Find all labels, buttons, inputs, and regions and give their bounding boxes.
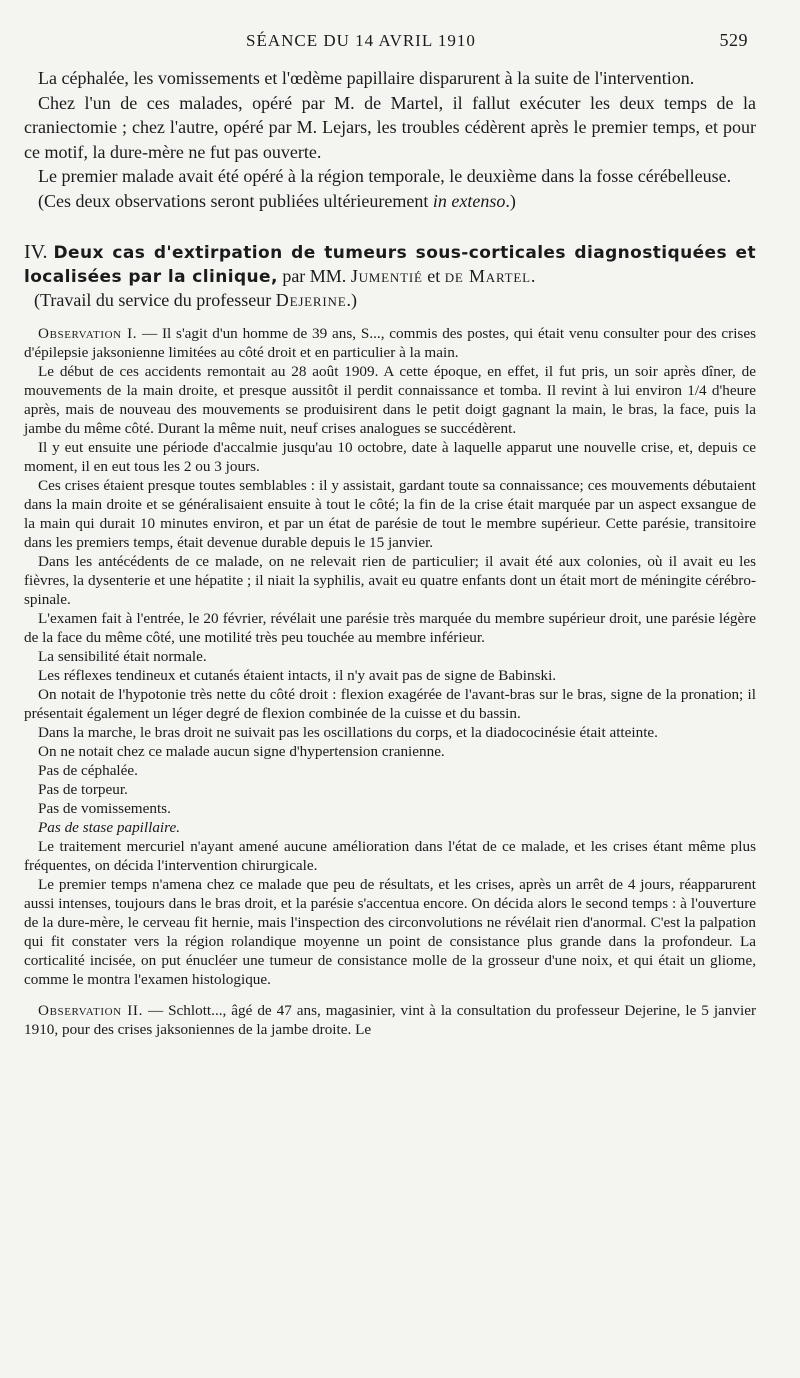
authors-prefix: par MM. <box>282 266 351 286</box>
italic-line: Pas de stase papillaire. <box>38 819 181 836</box>
paragraph: On notait de l'hypotonie très nette du côté droit : flexion exagérée de l'avant-bras sur le bras, signe de la pronation; il présentait également un léger degré de flexion combinée de la cuisse et du bassin. <box>24 686 756 722</box>
intro-text <box>24 66 756 213</box>
italic-phrase: in extenso <box>432 190 506 211</box>
paragraph: Le premier malade avait été opéré à la région temporale, le deuxième dans la fosse cérébelleuse. <box>38 166 732 186</box>
paragraph-text: — Schlott..., âgé de 47 ans, magasinier, vint à la consultation du professeur Dejerine, le 5 janvier 1910, pour des crises jaksoniennes de la jambe droite. Le <box>24 1002 756 1038</box>
professor-name: Dejerine <box>275 290 347 310</box>
author-name: de Martel. <box>444 266 537 286</box>
paragraph-text: — Il s'agit d'un homme de 39 ans, S..., commis des postes, qui était venu consulter pour des crises d'épilepsie jaksonienne limitées au côté droit et en particulier à la main. <box>24 325 756 361</box>
paragraph <box>24 1001 756 1039</box>
section-number: IV. <box>24 241 48 263</box>
authors-connector: et <box>422 266 445 286</box>
observation-2 <box>24 1001 756 1039</box>
paragraph: Dans la marche, le bras droit ne suivait pas les oscillations du corps, et la diadococinésie était atteinte. <box>38 724 658 741</box>
paragraph: Le traitement mercuriel n'ayant amené aucune amélioration dans l'état de ce malade, et les crises étant même plus fréquentes, on décida l'intervention chirurgicale. <box>24 838 756 874</box>
paragraph-text: (Ces deux observations seront publiées ultérieurement <box>38 190 433 211</box>
paragraph: Ces crises étaient presque toutes semblables : il y assistait, gardant toute sa connaissance; ces mouvements débutaient dans la main droite et se généralisaient ensuite à tout le côté; la fin de la crise était marquée par un aspect exsangue de la main qui durait 10 minutes environ, et par un état de parésie de tout le membre supérieur. Cette parésie, transitoire dans les premiers temps, était devenue durable depuis le 15 janvier. <box>24 477 756 551</box>
running-header <box>24 30 756 66</box>
observation-label: Observation II. <box>38 1002 143 1019</box>
section-subtitle <box>24 289 756 312</box>
paragraph: Il y eut ensuite une période d'accalmie jusqu'au 10 octobre, date à laquelle apparut une nouvelle crise, et, depuis ce moment, il en eut tous les 2 ou 3 jours. <box>24 439 756 475</box>
paragraph: Le premier temps n'amena chez ce malade que peu de résultats, et les crises, après un arrêt de 4 jours, réapparurent aussi intenses, toujours dans le bras droit, et la parésie s'accentua encore. On décida alors le second temps : à l'ouverture de la dure-mère, le cerveau fit hernie, mais l'inspection des circonvolutions ne révélait rien d'anormal. C'est la palpation qui fit constater vers la région rolandique moyenne un point de consistance plus grande dans la profondeur. La corticalité incisée, on put énucléer une tumeur de consistance molle de la grosseur d'une noix, et qui était un gliome, comme le montra l'examen histologique. <box>24 876 756 988</box>
paragraph: Pas de céphalée. <box>38 762 138 779</box>
paragraph <box>24 189 756 214</box>
observation-1 <box>24 324 756 989</box>
paragraph: L'examen fait à l'entrée, le 20 février, révélait une parésie très marquée du membre supérieur droit, une parésie légère de la face du même côté, une motilité très peu touchée au membre inférieur. <box>24 610 756 646</box>
paragraph <box>24 324 756 362</box>
paragraph: Chez l'un de ces malades, opéré par M. de Martel, il fallut exécuter les deux temps de la craniectomie ; chez l'autre, opéré par M. Lejars, les troubles cédèrent après le premier temps, et pour ce motif, la dure-mère ne fut pas ouverte. <box>24 92 756 162</box>
paragraph: Les réflexes tendineux et cutanés étaient intacts, il n'y avait pas de signe de Babinski. <box>38 667 557 684</box>
subtitle-text: (Travail du service du professeur <box>34 290 276 310</box>
page-number: 529 <box>719 30 748 50</box>
subtitle-text: .) <box>346 290 357 310</box>
author-name: Jumentié <box>350 266 423 286</box>
paragraph: Pas de torpeur. <box>38 781 128 798</box>
paragraph: Le début de ces accidents remontait au 28 août 1909. A cette époque, en effet, il fut pris, un soir après dîner, de mouvements de la main droite, et presque aussitôt il perdit connaissance et tomba. Il revint à lui environ 1/4 d'heure après, mais de nouveau des mouvements se produisirent dans le petit doigt gagnant la main, le bras, la face, puis la jambe du même côté. Durant la même nuit, neuf crises analogues se succédèrent. <box>24 363 756 437</box>
section-title: Deux cas d'extirpation de tumeurs sous-corticales diagnostiquées et localisées par la clinique, <box>24 243 756 287</box>
paragraph: On ne notait chez ce malade aucun signe d'hypertension cranienne. <box>38 743 445 760</box>
running-title: SÉANCE DU 14 AVRIL 1910 <box>246 31 476 50</box>
paragraph: La céphalée, les vomissements et l'œdème papillaire disparurent à la suite de l'intervention. <box>38 68 695 88</box>
paragraph: La sensibilité était normale. <box>38 648 207 665</box>
section-heading <box>24 241 756 312</box>
paragraph: Pas de vomissements. <box>38 800 171 817</box>
paragraph-text: .) <box>505 190 516 211</box>
paragraph: Dans les antécédents de ce malade, on ne relevait rien de particulier; il avait été aux colonies, où il avait eu les fièvres, la dysenterie et une hépatite ; il niait la syphilis, avait eu quatre enfants dont un était mort de méningite cérébro-spinale. <box>24 553 756 608</box>
observation-label: Observation I. <box>38 325 138 342</box>
paragraph <box>24 818 756 837</box>
